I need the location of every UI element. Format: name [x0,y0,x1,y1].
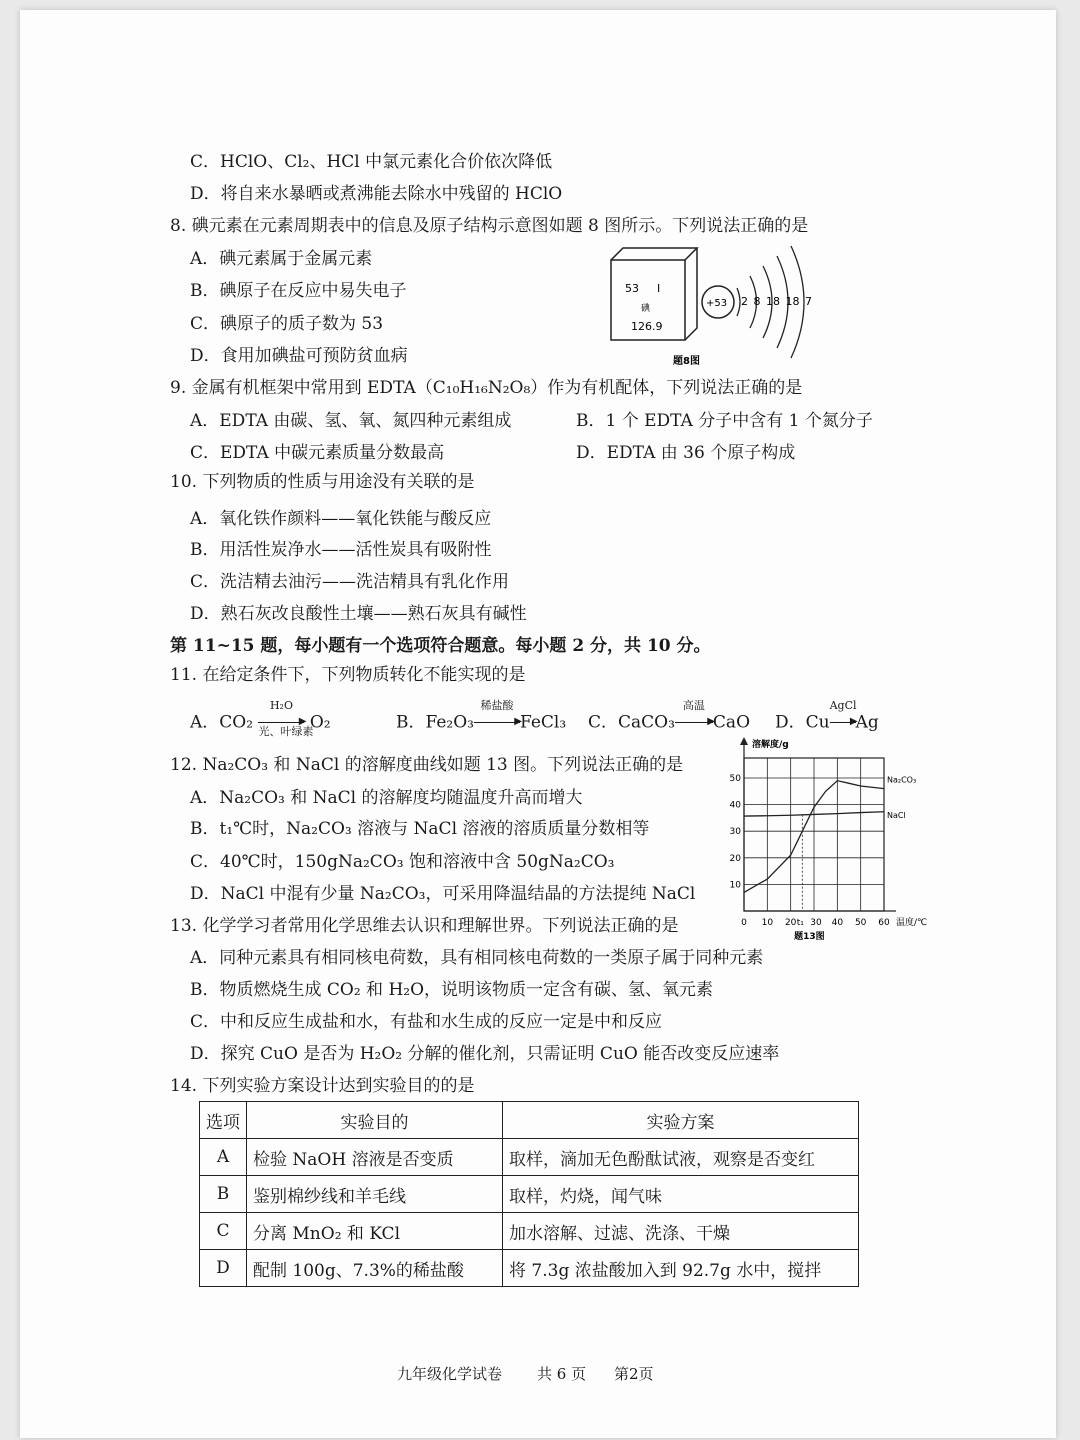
y-tick-label: 50 [729,774,741,784]
x-tick-label: 60 [878,918,890,928]
y-tick-label: 30 [729,827,741,838]
x-tick-label: 10 [761,918,774,928]
atomic-number: 53 [625,282,639,295]
q11-a-label: A． [190,712,220,733]
table-cell-method: 加水溶解、过滤、洗涤、干燥 [503,1213,859,1250]
x-tick-label: 0 [741,918,747,928]
table-row [200,1139,859,1176]
figure-8-caption: 题8图 [673,356,700,367]
q11-d-arrow: AgCl ▶ [829,699,858,727]
q11-b-condition: 稀盐酸 [480,699,514,712]
x-tick-label: t₁ [796,918,804,928]
q10-stem: 10. 下列物质的性质与用途没有关联的是 [170,472,475,492]
q7-option-d: D．将自来水暴晒或煮沸能去除水中残留的 HClO [190,184,563,204]
y-axis-arrow [740,737,748,745]
q12-option-c: C．40℃时，150gNa₂CO₃ 饱和溶液中含 50gNa₂CO₃ [190,852,615,872]
q11-c-arrow: 高温 ▶ [675,714,713,732]
q10-option-c: C．洗洁精去油污——洗洁精具有乳化作用 [190,572,510,592]
q9-option-d: D．EDTA 由 36 个原子构成 [576,443,796,463]
table-cell-method: 取样，滴加无色酚酞试液，观察是否变红 [503,1139,859,1176]
q12-option-a: A．Na₂CO₃ 和 NaCl 的溶解度均随温度升高而增大 [190,788,583,808]
table-cell-method: 将 7.3g 浓盐酸加入到 92.7g 水中，搅拌 [503,1250,859,1287]
element-cell [611,248,697,340]
q11-a-product: O₂ [309,712,331,733]
q12-stem: 12. Na₂CO₃ 和 NaCl 的溶解度曲线如题 13 图。下列说法正确的是 [170,755,684,775]
q10-option-b: B．用活性炭净水——活性炭具有吸附性 [190,540,492,560]
element-symbol: I [657,282,661,295]
q11-d-reactant: Cu [805,712,830,733]
q11-b-product: FeCl₃ [520,712,567,733]
y-axis-label: 溶解度/g [752,740,789,750]
q13-stem: 13. 化学学习者常用化学思维去认识和理解世界。下列说法正确的是 [170,916,679,936]
q12-option-b: B．t₁℃时，Na₂CO₃ 溶液与 NaCl 溶液的溶质质量分数相等 [190,819,650,839]
q11-option-c [588,699,751,733]
q8-option-b: B．碘原子在反应中易失电子 [190,281,407,301]
q11-d-condition: AgCl [829,699,857,712]
q11-option-d [775,699,879,733]
q11-d-label: D． [775,712,806,733]
footer-title: 九年级化学试卷 [397,1365,503,1383]
q9-stem: 9. 金属有机框架中常用到 EDTA（C₁₀H₁₆N₂O₈）作为有机配体，下列说法正确的是 [170,378,803,398]
x-tick-label: 20 [784,918,797,928]
q11-b-reactant: Fe₂O₃ [425,712,474,733]
y-tick-label: 20 [729,853,741,864]
x-axis-label: 温度/℃ [896,918,928,928]
table-header-method: 实验方案 [503,1102,859,1139]
q14-stem: 14. 下列实验方案设计达到实验目的的是 [170,1076,475,1096]
table-cell-option: D [200,1250,247,1287]
y-tick-label: 40 [729,800,741,811]
table-header-row [200,1102,859,1139]
q10-option-a: A．氧化铁作颜料——氧化铁能与酸反应 [190,509,492,529]
q11-b-arrow: 稀盐酸 ▶ [474,714,520,732]
table-row [200,1213,859,1250]
x-tick-label: 30 [810,918,822,928]
q11-c-product: CaO [712,712,751,733]
table-cell-purpose: 分离 MnO₂ 和 KCl [247,1213,503,1250]
table-row [200,1250,859,1287]
q13-option-b: B．物质燃烧生成 CO₂ 和 H₂O，说明该物质一定含有碳、氢、氧元素 [190,980,714,1000]
q11-c-reactant: CaCO₃ [618,712,675,733]
table-cell-purpose: 鉴别棉纱线和羊毛线 [247,1176,503,1213]
q11-c-condition: 高温 [682,699,705,712]
q11-a-condition: H₂O [269,699,293,712]
table-cell-purpose: 配制 100g、7.3%的稀盐酸 [247,1250,503,1287]
q11-stem: 11. 在给定条件下，下列物质转化不能实现的是 [170,665,526,685]
y-tick-label: 10 [729,880,741,891]
q12-option-d: D．NaCl 中混有少量 Na₂CO₃，可采用降温结晶的方法提纯 NaCl [190,884,696,904]
table-header-purpose: 实验目的 [247,1102,503,1139]
solubility-chart [724,733,934,943]
q10-option-d: D．熟石灰改良酸性土壤——熟石灰具有碱性 [190,604,527,624]
q11-a-reactant: CO₂ [219,712,254,733]
q9-option-a: A．EDTA 由碳、氢、氧、氮四种元素组成 [190,411,512,431]
element-name: 碘 [641,304,651,314]
q11-d-product: Ag [855,712,879,733]
iodine-figure [605,238,820,370]
q7-option-c: C．HClO、Cl₂、HCl 中氯元素化合价依次降低 [190,152,553,172]
q13-option-a: A．同种元素具有相同核电荷数，具有相同核电荷数的一类原子属于同种元素 [190,948,764,968]
table-cell-purpose: 检验 NaOH 溶液是否变质 [247,1139,503,1176]
q11-a-condition-below: 光、叶绿素 [258,725,314,738]
q13-option-c: C．中和反应生成盐和水，有盐和水生成的反应一定是中和反应 [190,1012,663,1032]
q8-option-c: C．碘原子的质子数为 53 [190,314,384,334]
x-tick-label: 50 [854,918,867,928]
q11-a-arrow: H₂O ▶ 光、叶绿素 [258,699,314,738]
nucleus-charge: +53 [706,298,728,309]
table-cell-option: A [200,1139,247,1176]
table-cell-method: 取样，灼烧，闻气味 [503,1176,859,1213]
table-row [200,1176,859,1213]
x-tick-label: 40 [831,918,844,928]
table-cell-option: B [200,1176,247,1213]
electron-shells: 2 8 18 18 7 [741,295,812,308]
q8-stem: 8. 碘元素在元素周期表中的信息及原子结构示意图如题 8 图所示。下列说法正确的是 [170,216,809,236]
footer-total-pages: 共 6 页 [537,1365,587,1383]
table-cell-option: C [200,1213,247,1250]
q9-option-b: B．1 个 EDTA 分子中含有 1 个氮分子 [576,411,873,431]
atomic-mass: 126.9 [631,320,663,333]
q11-b-label: B． [396,712,426,733]
figure-13-caption: 题13图 [794,932,825,942]
q8-option-d: D．食用加碘盐可预防贫血病 [190,346,408,366]
q11-option-a [190,699,331,738]
q9-option-c: C．EDTA 中碳元素质量分数最高 [190,443,445,463]
atom-structure [702,246,812,358]
q8-option-a: A．碘元素属于金属元素 [190,249,373,269]
table-header-option: 选项 [200,1102,247,1139]
q13-option-d: D．探究 CuO 是否为 H₂O₂ 分解的催化剂，只需证明 CuO 能否改变反应速率 [190,1044,780,1064]
section-heading: 第 11~15 题，每小题有一个选项符合题意。每小题 2 分，共 10 分。 [170,636,711,656]
series-na2co3-label: Na₂CO₃ [887,775,917,785]
q11-c-label: C． [588,712,619,733]
q11-option-b [396,699,567,733]
series-nacl-label: NaCl [887,810,906,820]
experiment-table [199,1101,859,1287]
footer-page-number: 第2页 [614,1365,654,1383]
